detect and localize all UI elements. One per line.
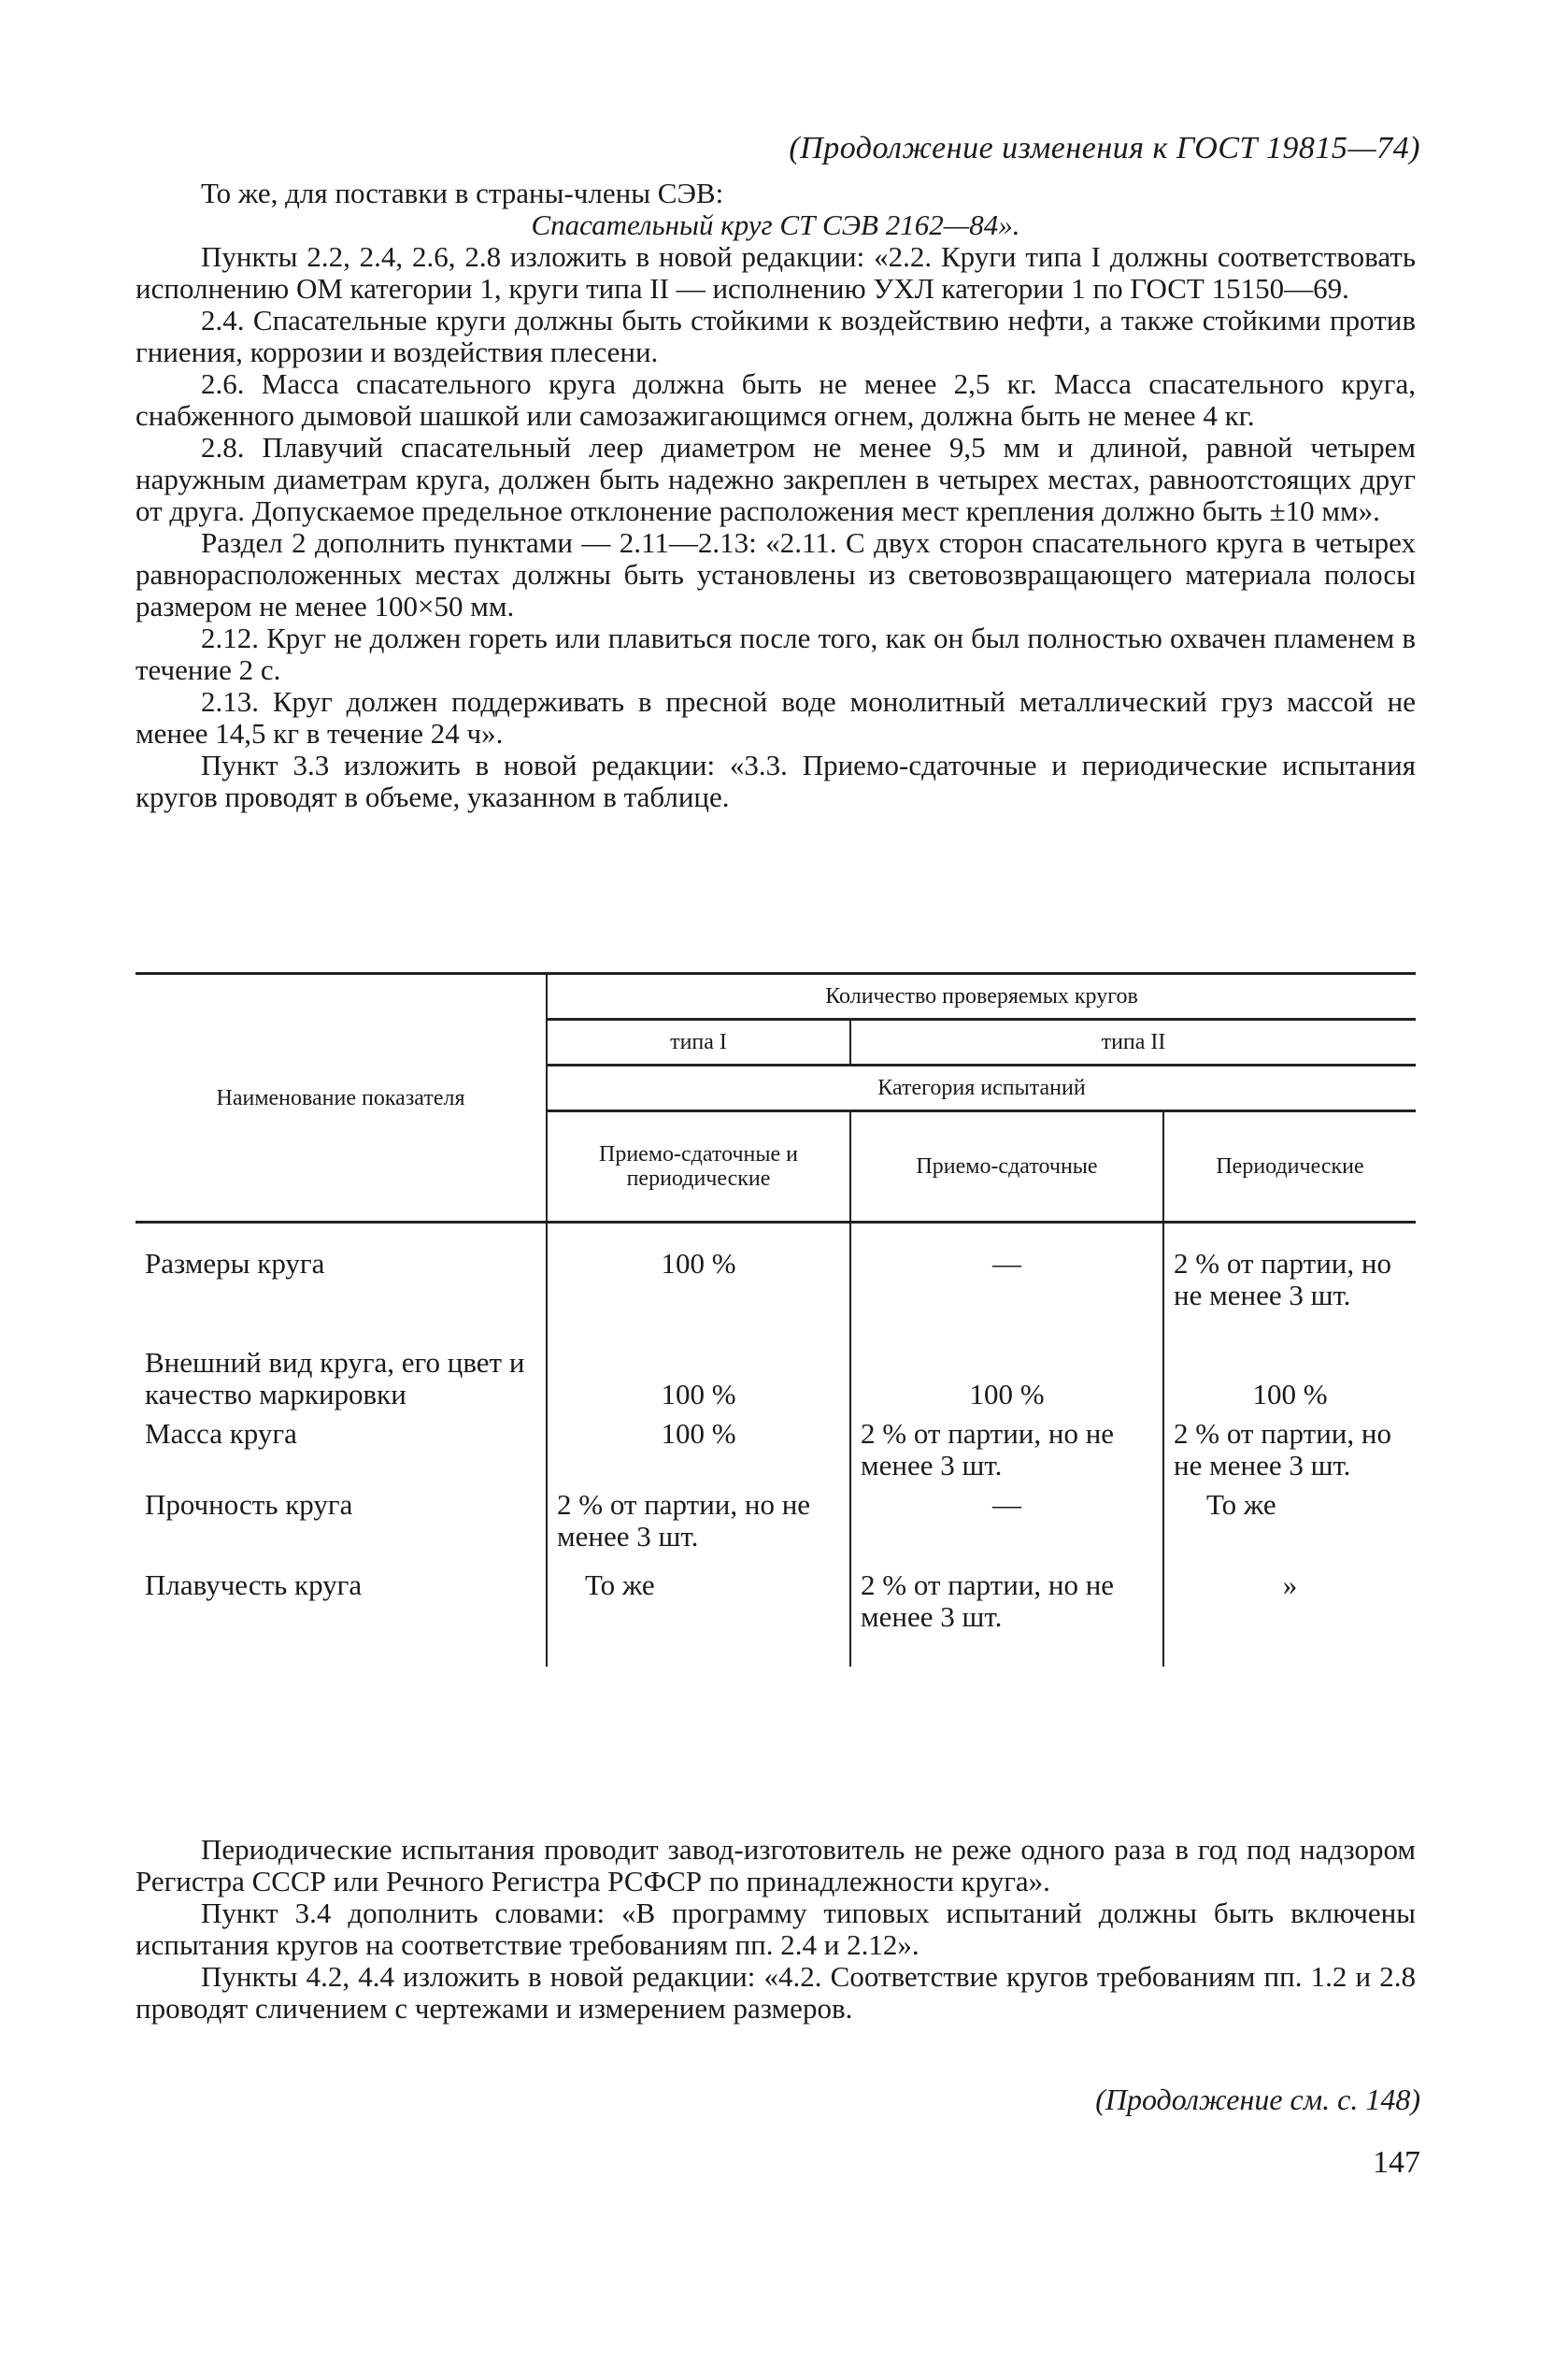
paragraph: 2.8. Плавучий спасательный леер диаметром не менее 9,5 мм и длиной, равной четырем наружным диаметрам круга, должен быть надежно закреплен в четырех местах, равноотстоящих друг от друга. Допускаемое предельное отклонение расположения мест крепления должно быть ±10 мм». bbox=[135, 431, 1416, 527]
bottom-text-block bbox=[135, 1834, 1416, 2025]
table-subheader-2: Приемо-сдаточные bbox=[850, 1111, 1163, 1223]
row-name: Размеры круга bbox=[135, 1223, 547, 1342]
table-header-count: Количество проверяемых кругов bbox=[547, 974, 1416, 1020]
paragraph: Пункт 3.4 дополнить словами: «В программу типовых испытаний должны быть включены испытания кругов на соответствие требованиям пп. 2.4 и 2.12». bbox=[135, 1897, 1416, 1961]
cell-type2-acceptance: 2 % от партии, но не менее 3 шт. bbox=[850, 1556, 1163, 1667]
cell-type1: 2 % от партии, но не менее 3 шт. bbox=[547, 1485, 850, 1556]
paragraph: 2.13. Круг должен поддерживать в пресной воде монолитный металлический груз массой не менее 14,5 кг в течение 24 ч». bbox=[135, 685, 1416, 750]
tests-table bbox=[135, 972, 1416, 1667]
cell-type1: 100 % bbox=[547, 1341, 850, 1414]
page-number: 147 bbox=[1373, 2145, 1420, 2180]
cell-type2-periodic: То же bbox=[1206, 1488, 1276, 1521]
top-text-block bbox=[135, 178, 1416, 813]
table-header-category: Категория испытаний bbox=[547, 1066, 1416, 1111]
cell-type2-periodic: » bbox=[1282, 1568, 1298, 1601]
cell-type2-acceptance: 2 % от партии, но не менее 3 шт. bbox=[850, 1414, 1163, 1485]
table-row bbox=[135, 1341, 1416, 1414]
cell-type2-acceptance: — bbox=[850, 1485, 1163, 1556]
table-subheader-1: Приемо-сдаточные и периодические bbox=[547, 1111, 850, 1223]
cell-type2-periodic: 2 % от партии, но не менее 3 шт. bbox=[1174, 1247, 1391, 1311]
cell-type2-acceptance: — bbox=[850, 1223, 1163, 1342]
row-name: Внешний вид круга, его цвет и качество маркировки bbox=[135, 1341, 547, 1414]
cell-type2-periodic: 2 % от партии, но не менее 3 шт. bbox=[1174, 1417, 1391, 1482]
table-row bbox=[135, 1223, 1416, 1342]
table-header-type2: типа II bbox=[850, 1020, 1416, 1066]
paragraph: 2.4. Спасательные круги должны быть стойкими к воздействию нефти, а также стойкими против гниения, коррозии и воздействия плесени. bbox=[135, 304, 1416, 368]
standard-reference: Спасательный круг СТ СЭВ 2162—84». bbox=[531, 208, 1020, 241]
table-subheader-3: Периодические bbox=[1163, 1111, 1416, 1223]
paragraph: Периодические испытания проводит завод-изготовитель не реже одного раза в год под надзором Регистра СССР или Речного Регистра РСФСР по принадлежности круга». bbox=[135, 1833, 1416, 1897]
cell-type1: 100 % bbox=[547, 1414, 850, 1485]
table-header-name: Наименование показателя bbox=[135, 974, 547, 1223]
paragraph: 2.6. Масса спасательного круга должна быть не менее 2,5 кг. Масса спасательного круга, снабженного дымовой шашкой или самозажигающимся огнем, должна быть не менее 4 кг. bbox=[135, 367, 1416, 432]
table-header-type1: типа I bbox=[547, 1020, 850, 1066]
table-row bbox=[135, 1485, 1416, 1556]
paragraph: Пункт 3.3 изложить в новой редакции: «3.3. Приемо-сдаточные и периодические испытания кругов проводят в объеме, указанном в таблице. bbox=[135, 749, 1416, 813]
paragraph: Пункты 4.2, 4.4 изложить в новой редакции: «4.2. Соответствие кругов требованиям пп. 1.2 и 2.8 проводят сличением с чертежами и измерением размеров. bbox=[135, 1960, 1416, 2025]
paragraph: Раздел 2 дополнить пунктами — 2.11—2.13: «2.11. С двух сторон спасательного круга в четырех равнорасположенных местах должны быть установлены из световозвращающего материала полосы размером не менее 100×50 мм. bbox=[135, 526, 1416, 623]
paragraph: Пункты 2.2, 2.4, 2.6, 2.8 изложить в новой редакции: «2.2. Круги типа I должны соответствовать исполнению ОМ категории 1, круги типа II — исполнению УХЛ категории 1 по ГОСТ 15150—69. bbox=[135, 240, 1416, 305]
cell-type1: То же bbox=[547, 1556, 850, 1667]
page-header: (Продолжение изменения к ГОСТ 19815—74) bbox=[789, 131, 1420, 165]
paragraph: То же, для поставки в страны-члены СЭВ: bbox=[201, 177, 724, 209]
cell-type1: 100 % bbox=[547, 1223, 850, 1342]
row-name: Плавучесть круга bbox=[135, 1556, 547, 1667]
cell-type2-acceptance: 100 % bbox=[850, 1341, 1163, 1414]
paragraph: 2.12. Круг не должен гореть или плавиться после того, как он был полностью охвачен пламенем в течение 2 с. bbox=[135, 622, 1416, 686]
table-row bbox=[135, 1556, 1416, 1667]
table-row bbox=[135, 1414, 1416, 1485]
row-name: Прочность круга bbox=[135, 1485, 547, 1556]
continuation-note: (Продолжение см. с. 148) bbox=[1095, 2083, 1420, 2116]
row-name: Масса круга bbox=[135, 1414, 547, 1485]
cell-type2-periodic: 100 % bbox=[1252, 1378, 1328, 1410]
